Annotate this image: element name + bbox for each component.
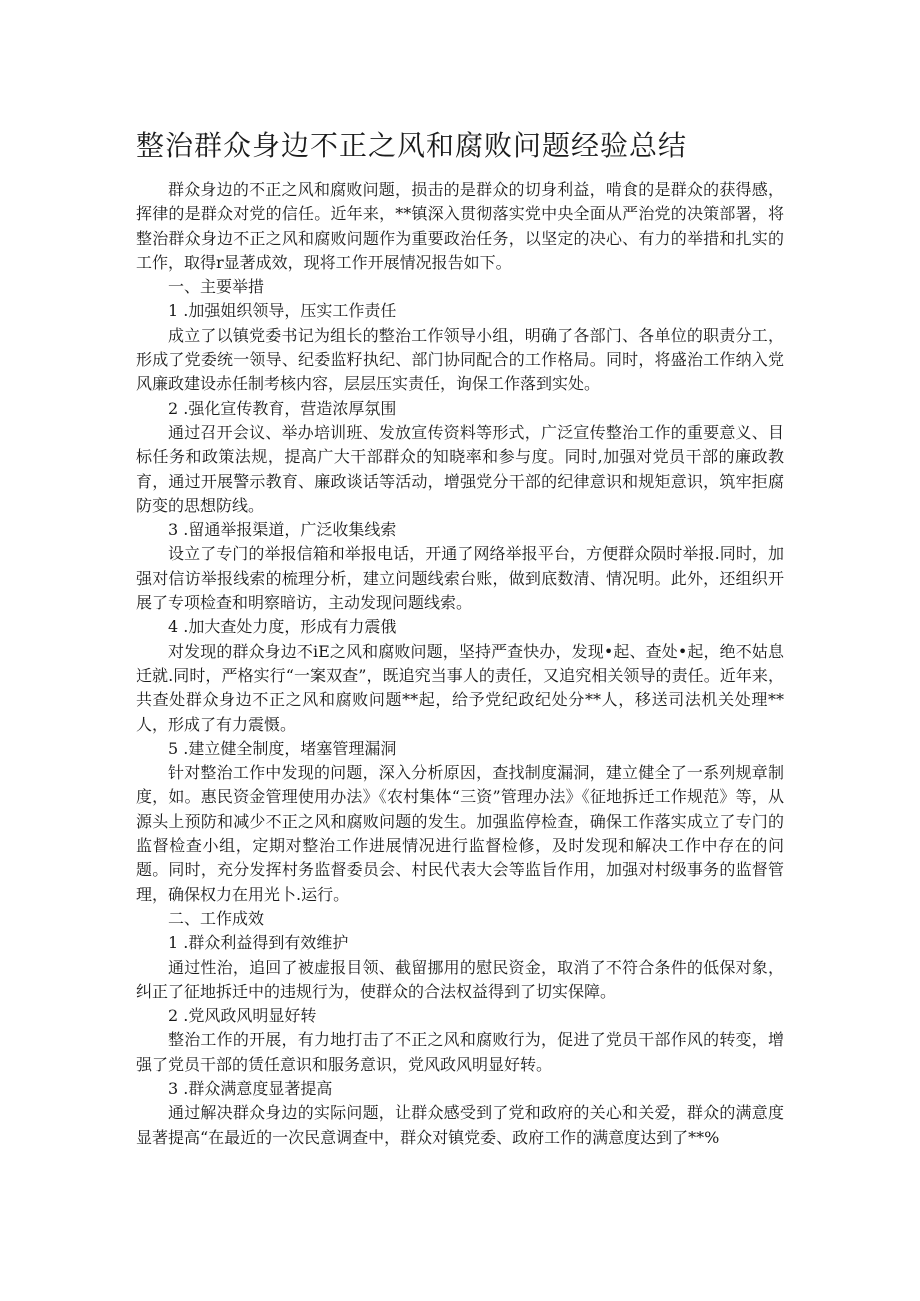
subheading-reporting: 3 .留通举报渠道，广泛收集线索 — [168, 520, 397, 540]
subheading-investigation: 4 .加大查处力度，形成有力震俄 — [168, 617, 397, 637]
subheading-satisfaction: 3 .群众满意度显著提高 — [168, 1078, 333, 1098]
paragraph-leadership: 成立了以镇党委书记为组长的整治工作领导小组，明确了各部门、各单位的职责分工，形成了党委统一领导、纪委监籽执纪、部门协同配合的工作格局。同时，将盛治工作纳入党风廉政建设赤任制考核内容，层层压实责任，询保工作落到实处。 — [136, 325, 784, 394]
paragraph-systems: 针对整治工作中发现的问题，深入分析原因，查找制度漏洞，建立健全了一系列规章制度，如。惠民资金管理使用办法》《农村集体“三资”管理办法》《征地拆迁工作规范》等，从源头上预防和减少不正之风和腐败问题的发生。加强监停检查，确保工作落实成立了专门的监督检查小组，定期对整治工作进展情况进行监督检修，及时发现和解决工作中存在的问题。同时，充分发挥村务监督委员会、村民代表大会等监旨作用，加强对村级事务的监督管理，确保权力在用光卜.运行。 — [136, 763, 784, 904]
paragraph-conduct: 整治工作的开展，有力地打击了不正之风和腐败行为，促进了党员干部作风的转变，增强了党员干部的赁任意识和服务意识，党风政风明显好转。 — [136, 1030, 784, 1074]
subheading-interests: 1 .群众利益得到有效维护 — [168, 933, 349, 953]
intro-paragraph: 群众身边的不正之风和腐败问题，损击的是群众的切身利益，啃食的是群众的获得感，挥律的是群众对党的信任。近年来，**镇深入贯彻落实党中央全面从严治党的决策部署，将整治群众身边不正之风和腐败问题作为重要政治任务，以坚定的决心、有力的举措和扎实的工作，取得r显著成效，现将工作开展情况报告如下。 — [136, 180, 784, 272]
paragraph-interests: 通过性治，追回了被虚报目领、截留挪用的慰民资金，取消了不符合条件的低保对象，纠正了征地拆迁中的违规行为，使群众的合法权益得到了切实保障。 — [136, 957, 784, 1001]
subheading-conduct: 2 .党风政风明显好转 — [168, 1006, 317, 1026]
paragraph-publicity: 通过召开会议、举办培训班、发放宣传资料等形式，广泛宣传整治工作的重要意义、目标任务和政策法规，提高广大干部群众的知晓率和参与度。同时,加强对党员干部的廉政教育，通过开展警示教育、廉政谈话等活动，增强党分干部的纪律意识和规矩意识，筑牢拒腐防变的思想防线。 — [136, 422, 784, 515]
subheading-systems: 5 .建立健全制度，堵塞管理漏洞 — [168, 738, 397, 758]
paragraph-reporting: 设立了专门的举报信箱和举报电话，开通了网络举报平台，方便群众陨时举报.同时，加强对信访举报线索的梳理分析，建立问题线索台账，做到底数清、情况明。此外，还组织开展了专项检查和明察暗访，主动发现问题线索。 — [136, 544, 784, 613]
document-title: 整治群众身边不正之风和腐败问题经验总结 — [136, 129, 688, 162]
subheading-leadership: 1 .加强姐织领导，压实工作责任 — [168, 301, 397, 321]
section-heading-results: 二、工作成效 — [168, 908, 265, 928]
section-heading-measures: 一、主要举措 — [168, 277, 265, 297]
paragraph-satisfaction: 通过解决群众身边的实际问题，让群众感受到了党和政府的关心和关爱，群众的满意度显著提高“在最近的一次民意调查中，群众对镇党委、政府工作的满意度达到了**% — [136, 1103, 784, 1147]
document-body — [136, 178, 784, 1150]
subheading-publicity: 2 .强化宣传教育，营造浓厚氛围 — [168, 398, 397, 418]
paragraph-investigation: 对发现的群众身边不iE之风和腐败问题，坚持严查快办，发现•起、查处•起，绝不姑息迁就.同时，严格实行“一案双查”，既追究当事人的责任，又追究相关领导的责任。近年来，共查处群众身边不正之风和腐败问题**起，给予党纪政纪处分**人，移送司法机关处理**人，形成了有力震慑。 — [136, 641, 784, 734]
